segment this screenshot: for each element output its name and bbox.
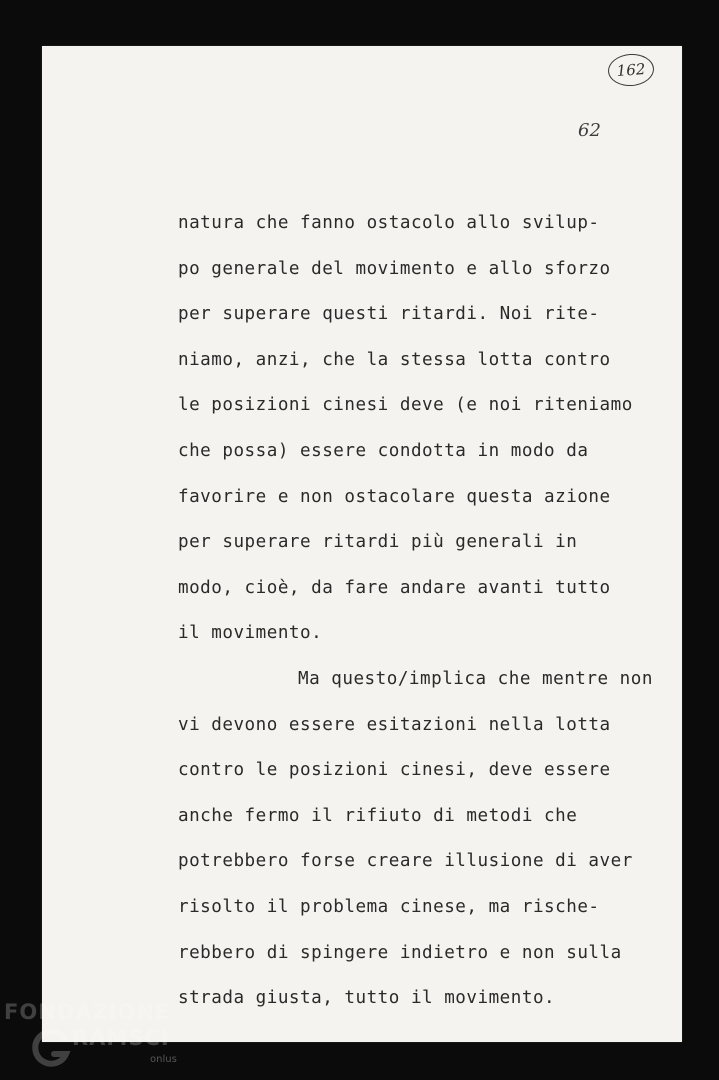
text-line: per superare questi ritardi. Noi rite- bbox=[178, 304, 600, 325]
text-line: potrebbero forse creare illusione di aver bbox=[178, 851, 633, 872]
stamp-number: 162 bbox=[616, 60, 646, 80]
text-line: le posizioni cinesi deve (e noi riteniamo bbox=[178, 395, 633, 416]
logo-line-2: RAMSCI bbox=[72, 1026, 170, 1050]
text-line: rebbero di spingere indietro e non sulla bbox=[178, 942, 622, 963]
text-line: modo, cioè, da fare andare avanti tutto bbox=[178, 577, 611, 598]
typewritten-text bbox=[178, 210, 678, 1031]
page-number: 62 bbox=[578, 120, 601, 141]
text-line: vi devono essere esitazioni nella lotta bbox=[178, 714, 611, 735]
text-line: per superare ritardi più generali in bbox=[178, 532, 578, 553]
document-page bbox=[42, 46, 682, 1042]
logo-g-icon bbox=[30, 1026, 74, 1070]
foundation-logo bbox=[4, 1000, 204, 1080]
text-line: anche fermo il rifiuto di metodi che bbox=[178, 805, 578, 826]
text-line: Ma questo/implica che mentre non bbox=[298, 668, 653, 689]
text-line: natura che fanno ostacolo allo svilup- bbox=[178, 213, 600, 233]
paragraph-1 bbox=[178, 210, 678, 666]
text-line: il movimento. bbox=[178, 623, 323, 644]
text-line: strada giusta, tutto il movimento. bbox=[178, 988, 556, 1009]
archive-stamp bbox=[607, 52, 655, 87]
text-line: contro le posizioni cinesi, deve essere bbox=[178, 760, 611, 781]
text-line: risolto il problema cinese, ma rische- bbox=[178, 896, 600, 917]
text-line: che possa) essere condotta in modo da bbox=[178, 440, 589, 461]
logo-subtitle: onlus bbox=[150, 1054, 177, 1065]
text-line: niamo, anzi, che la stessa lotta contro bbox=[178, 349, 611, 370]
paragraph-2 bbox=[178, 666, 678, 1031]
text-line: favorire e non ostacolare questa azione bbox=[178, 486, 611, 507]
text-line: po generale del movimento e allo sforzo bbox=[178, 258, 611, 279]
logo-line-1: FONDAZIONE bbox=[4, 1000, 171, 1024]
